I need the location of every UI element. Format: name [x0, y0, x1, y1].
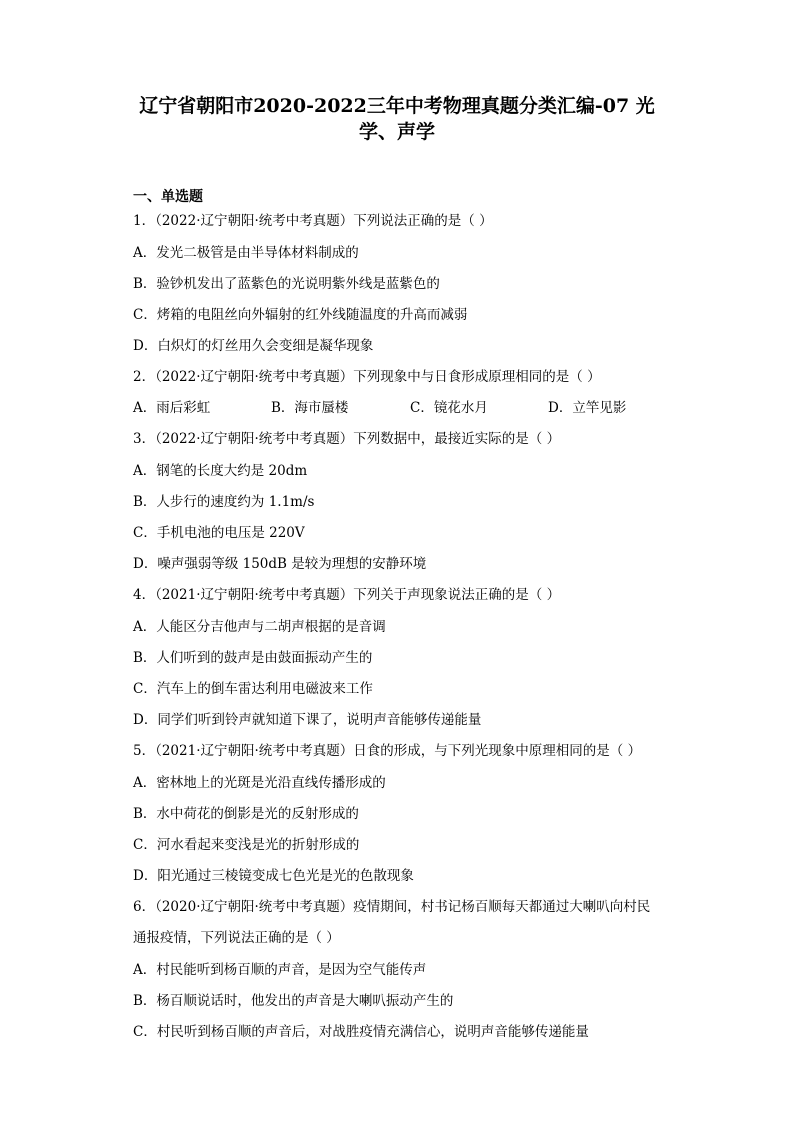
question-3-option-c: C．手机电池的电压是 220V [133, 525, 305, 541]
question-6-option-b: B．杨百顺说话时，他发出的声音是大喇叭振动产生的 [133, 993, 454, 1009]
question-4-option-b: B．人们听到的鼓声是由鼓面振动产生的 [133, 650, 373, 666]
question-1-stem: 1．（2022·辽宁朝阳·统考中考真题）下列说法正确的是（ ） [133, 213, 493, 229]
question-6-option-a: A．村民能听到杨百顺的声音，是因为空气能传声 [133, 962, 427, 978]
question-3-option-b: B．人步行的速度约为 1.1m/s [133, 494, 315, 510]
question-5-option-b: B．水中荷花的倒影是光的反射形成的 [133, 806, 359, 822]
question-1-option-b: B．验钞机发出了蓝紫色的光说明紫外线是蓝紫色的 [133, 276, 440, 292]
question-2-option-a: A．雨后彩虹 [133, 400, 211, 416]
question-6-option-c: C．村民听到杨百顺的声音后，对战胜疫情充满信心，说明声音能够传递能量 [133, 1024, 589, 1040]
doc-title-line1: 辽宁省朝阳市2020-2022三年中考物理真题分类汇编-07 光 [139, 95, 655, 117]
question-2-option-b: B．海市蜃楼 [271, 400, 349, 416]
question-6-stem-line1: 6．（2020·辽宁朝阳·统考中考真题）疫情期间，村书记杨百顺每天都通过大喇叭向村民 [133, 899, 651, 915]
question-1-option-c: C．烤箱的电阻丝向外辐射的红外线随温度的升高而减弱 [133, 307, 468, 323]
question-4-option-d: D．同学们听到铃声就知道下课了，说明声音能够传递能量 [133, 712, 482, 728]
question-4-option-c: C．汽车上的倒车雷达利用电磁波来工作 [133, 681, 373, 697]
question-1-option-d: D．白炽灯的灯丝用久会变细是凝华现象 [133, 338, 374, 354]
question-3-option-d: D．噪声强弱等级 150dB 是较为理想的安静环境 [133, 556, 427, 572]
question-5-option-a: A．密林地上的光斑是光沿直线传播形成的 [133, 775, 386, 791]
question-3-option-a: A．钢笔的长度大约是 20dm [133, 463, 308, 479]
question-2-option-d: D．立竿见影 [548, 400, 627, 416]
question-4-stem: 4．（2021·辽宁朝阳·统考中考真题）下列关于声现象说法正确的是（ ） [133, 587, 561, 603]
question-2-option-c: C．镜花水月 [410, 400, 488, 416]
question-5-option-c: C．河水看起来变浅是光的折射形成的 [133, 837, 360, 853]
doc-title-line2: 学、声学 [358, 121, 435, 143]
question-3-stem: 3．（2022·辽宁朝阳·统考中考真题）下列数据中，最接近实际的是（ ） [133, 431, 561, 447]
question-5-stem: 5．（2021·辽宁朝阳·统考中考真题）日食的形成，与下列光现象中原理相同的是（ ） [133, 743, 642, 759]
question-6-stem-line2: 通报疫情，下列说法正确的是（ ） [133, 930, 340, 946]
section-heading: 一、单选题 [133, 189, 203, 205]
question-4-option-a: A．人能区分吉他声与二胡声根据的是音调 [133, 619, 386, 635]
question-1-option-a: A．发光二极管是由半导体材料制成的 [133, 245, 359, 261]
question-2-stem: 2．（2022·辽宁朝阳·统考中考真题）下列现象中与日食形成原理相同的是（ ） [133, 369, 601, 385]
question-5-option-d: D．阳光通过三棱镜变成七色光是光的色散现象 [133, 868, 414, 884]
